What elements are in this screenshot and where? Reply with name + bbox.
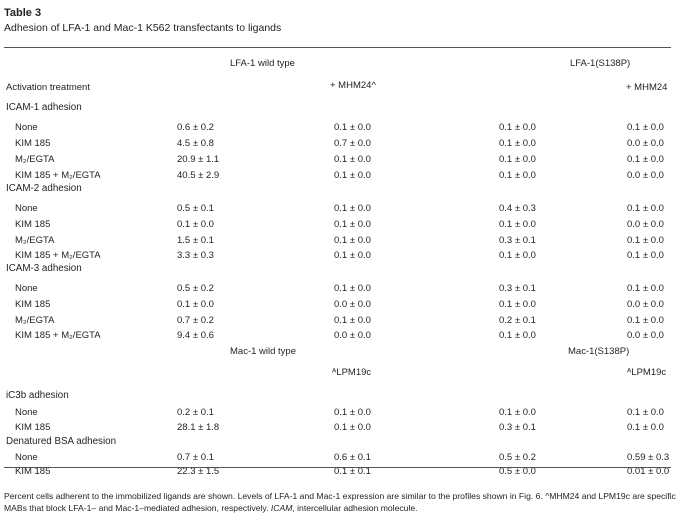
table-cell: 0.1 ± 0.0 [627,407,664,418]
table-cell: 22.3 ± 1.5 [177,466,220,477]
table-cell: 9.4 ± 0.6 [177,330,214,341]
table-cell: 0.1 ± 0.0 [334,154,371,165]
table-cell: 0.01 ± 0.0 [627,466,670,477]
table-cell: 0.5 ± 0.0 [499,466,536,477]
table-cell: 0.0 ± 0.0 [627,219,664,230]
table-cell: 0.0 ± 0.0 [334,299,371,310]
table-cell: 0.1 ± 0.0 [627,422,664,433]
table-cell: 0.6 ± 0.2 [177,122,214,133]
row-label: KIM 185 + M₂/EGTA [15,170,101,181]
table-cell: 0.7 ± 0.1 [177,452,214,463]
table-cell: 0.0 ± 0.0 [627,330,664,341]
table-cell: 0.1 ± 0.0 [334,250,371,261]
row-label: M₂/EGTA [15,154,55,165]
row-label: KIM 185 + M₂/EGTA [15,250,101,261]
table-cell: 0.1 ± 0.0 [499,154,536,165]
table-cell: 1.5 ± 0.1 [177,235,214,246]
table-title: Table 3 [4,7,42,19]
table-cell: 0.1 ± 0.0 [499,170,536,181]
table-cell: 0.59 ± 0.3 [627,452,670,463]
table-cell: 0.6 ± 0.1 [334,452,371,463]
table-cell: 0.1 ± 0.0 [627,154,664,165]
footnote-text-end: , intercellular adhesion molecule. [292,503,418,513]
table-cell: 0.1 ± 0.0 [334,315,371,326]
table-cell: 0.1 ± 0.0 [334,122,371,133]
top-rule [4,47,671,48]
table-cell: 0.1 ± 0.0 [177,299,214,310]
table-cell: 0.1 ± 0.0 [627,250,664,261]
table-cell: 0.5 ± 0.1 [177,203,214,214]
table-subtitle: Adhesion of LFA-1 and Mac-1 K562 transfectants to ligands [4,22,282,34]
table-cell: 0.3 ± 0.1 [499,283,536,294]
table-cell: 0.1 ± 0.0 [334,235,371,246]
table-cell: 0.0 ± 0.0 [334,330,371,341]
section-title: ICAM-1 adhesion [6,102,82,113]
row-label: KIM 185 + M₂/EGTA [15,330,101,341]
table-cell: 0.3 ± 0.1 [499,235,536,246]
header-activation: Activation treatment [6,82,90,93]
table-cell: 0.7 ± 0.0 [334,138,371,149]
table-cell: 40.5 ± 2.9 [177,170,220,181]
header-mhm24-mutant: + MHM24 [626,82,668,93]
header-mac1-wild: Mac-1 wild type [230,346,296,357]
table-cell: 0.1 ± 0.0 [627,235,664,246]
table-cell: 0.1 ± 0.0 [627,315,664,326]
header-lpm19c-mutant: ᴬLPM19c [627,367,667,378]
header-lpm19c-wild: ᴬLPM19c [332,367,372,378]
table-cell: 0.1 ± 0.0 [499,330,536,341]
footnote-text: Percent cells adherent to the immobilized ligands are shown. Levels of LFA-1 and Mac-1 expression are similar to the profiles shown in Fig. 6. ^MHM24 and LPM19c are specific MABs that block LFA-1– and Mac-1–mediated adhesion, respectively. [4,491,676,513]
table-cell: 0.1 ± 0.0 [627,283,664,294]
row-label: KIM 185 [15,422,51,433]
table-cell: 0.1 ± 0.0 [627,203,664,214]
table-cell: 0.1 ± 0.0 [499,138,536,149]
table-cell: 0.1 ± 0.0 [499,122,536,133]
table-cell: 0.1 ± 0.0 [334,203,371,214]
row-label: KIM 185 [15,138,51,149]
row-label: None [15,407,38,418]
table-cell: 0.1 ± 0.0 [334,219,371,230]
table-cell: 4.5 ± 0.8 [177,138,214,149]
row-label: KIM 185 [15,466,51,477]
row-label: KIM 185 [15,219,51,230]
section-title: Denatured BSA adhesion [6,436,117,447]
row-label: None [15,283,38,294]
row-label: None [15,203,38,214]
table-cell: 0.1 ± 0.0 [499,250,536,261]
table-cell: 0.1 ± 0.0 [334,283,371,294]
table-cell: 0.1 ± 0.0 [334,422,371,433]
row-label: M₂/EGTA [15,315,55,326]
header-mhm24-wild: + MHM24^ [330,80,376,91]
section-title: iC3b adhesion [6,390,69,401]
row-label: KIM 185 [15,299,51,310]
table-cell: 0.5 ± 0.2 [499,452,536,463]
table-cell: 0.1 ± 0.0 [499,299,536,310]
table-cell: 0.1 ± 0.0 [177,219,214,230]
table-cell: 0.1 ± 0.0 [334,170,371,181]
table-cell: 0.1 ± 0.0 [499,407,536,418]
table-cell: 0.0 ± 0.0 [627,170,664,181]
row-label: M₂/EGTA [15,235,55,246]
footnote-abbrev: ICAM [270,503,293,513]
table-cell: 0.7 ± 0.2 [177,315,214,326]
row-label: None [15,122,38,133]
table-cell: 0.3 ± 0.1 [499,422,536,433]
table-cell: 0.4 ± 0.3 [499,203,536,214]
table-cell: 0.1 ± 0.0 [499,219,536,230]
row-label: None [15,452,38,463]
table-cell: 3.3 ± 0.3 [177,250,214,261]
section-title: ICAM-3 adhesion [6,263,82,274]
bottom-rule [4,467,671,468]
table-cell: 0.0 ± 0.0 [627,299,664,310]
table-cell: 0.1 ± 0.1 [334,466,371,477]
table-footnote [4,490,696,514]
header-lfa1-wild: LFA-1 wild type [230,58,295,69]
section-title: ICAM-2 adhesion [6,183,82,194]
table-cell: 0.0 ± 0.0 [627,138,664,149]
table-cell: 0.1 ± 0.0 [334,407,371,418]
table-cell: 28.1 ± 1.8 [177,422,220,433]
header-mac1-mutant: Mac-1(S138P) [568,346,630,357]
table-cell: 0.5 ± 0.2 [177,283,214,294]
table-cell: 0.2 ± 0.1 [177,407,214,418]
table-cell: 20.9 ± 1.1 [177,154,220,165]
header-lfa1-mutant: LFA-1(S138P) [570,58,631,69]
table-cell: 0.2 ± 0.1 [499,315,536,326]
table-cell: 0.1 ± 0.0 [627,122,664,133]
